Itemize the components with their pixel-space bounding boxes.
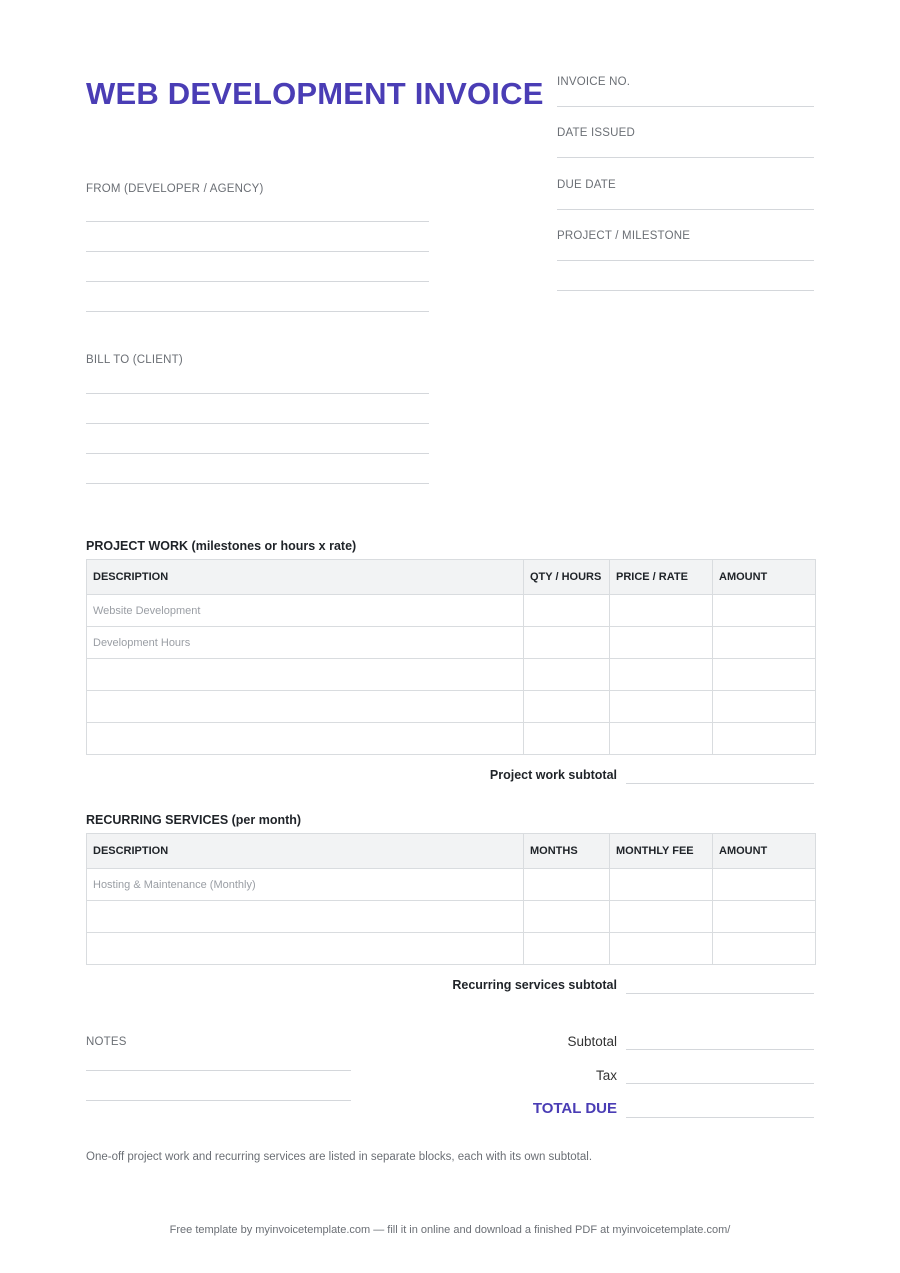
- amount-cell[interactable]: [713, 869, 816, 901]
- table-header-row: [87, 560, 816, 595]
- invoice-number-field[interactable]: [557, 106, 814, 107]
- amount-cell[interactable]: [713, 901, 816, 933]
- table-row: [87, 901, 816, 933]
- months-cell[interactable]: [524, 901, 610, 933]
- project-work-subtotal-field[interactable]: [626, 783, 814, 784]
- amount-cell[interactable]: [713, 691, 816, 723]
- date-issued-label: DATE ISSUED: [557, 127, 636, 139]
- project-milestone-field-line-2[interactable]: [557, 290, 814, 291]
- table-row: [87, 723, 816, 755]
- description-cell[interactable]: [87, 659, 524, 691]
- table-row: [87, 691, 816, 723]
- description-cell[interactable]: Hosting & Maintenance (Monthly): [87, 869, 524, 901]
- rate-cell[interactable]: [610, 627, 713, 659]
- from-field-line-4[interactable]: [86, 311, 429, 312]
- amount-cell[interactable]: [713, 933, 816, 965]
- qty-cell[interactable]: [524, 691, 610, 723]
- description-cell[interactable]: [87, 933, 524, 965]
- total-due-field[interactable]: [626, 1117, 814, 1118]
- table-row: [87, 627, 816, 659]
- recurring-subtotal-field[interactable]: [626, 993, 814, 994]
- invoice-title: WEB DEVELOPMENT INVOICE: [86, 76, 544, 111]
- months-cell[interactable]: [524, 869, 610, 901]
- bill-to-label: BILL TO (CLIENT): [86, 354, 183, 366]
- qty-cell[interactable]: [524, 723, 610, 755]
- monthly-fee-cell[interactable]: [610, 869, 713, 901]
- description-cell[interactable]: Development Hours: [87, 627, 524, 659]
- column-header-amount: AMOUNT: [713, 834, 816, 869]
- rate-cell[interactable]: [610, 723, 713, 755]
- tax-label: Tax: [595, 1068, 617, 1083]
- months-cell[interactable]: [524, 933, 610, 965]
- from-label: FROM (DEVELOPER / AGENCY): [86, 183, 264, 195]
- separate-blocks-note: One-off project work and recurring services are listed in separate blocks, each with its own subtotal.: [86, 1151, 593, 1163]
- amount-cell[interactable]: [713, 723, 816, 755]
- qty-cell[interactable]: [524, 627, 610, 659]
- column-header-description: DESCRIPTION: [87, 834, 524, 869]
- tax-field[interactable]: [626, 1083, 814, 1084]
- description-cell[interactable]: Website Development: [87, 595, 524, 627]
- qty-cell[interactable]: [524, 659, 610, 691]
- subtotal-field[interactable]: [626, 1049, 814, 1050]
- notes-label: NOTES: [86, 1036, 127, 1048]
- description-cell[interactable]: [87, 723, 524, 755]
- monthly-fee-cell[interactable]: [610, 933, 713, 965]
- table-row: [87, 659, 816, 691]
- recurring-services-title: RECURRING SERVICES (per month): [86, 813, 302, 827]
- recurring-services-table: [86, 833, 816, 965]
- column-header-qty-hours: QTY / HOURS: [524, 560, 610, 595]
- description-cell[interactable]: [87, 901, 524, 933]
- project-work-subtotal-label: Project work subtotal: [489, 768, 617, 782]
- total-due-label: TOTAL DUE: [532, 1100, 617, 1117]
- amount-cell[interactable]: [713, 659, 816, 691]
- table-header-row: [87, 834, 816, 869]
- rate-cell[interactable]: [610, 659, 713, 691]
- table-row: [87, 933, 816, 965]
- project-work-table: [86, 559, 816, 755]
- from-field-line-1[interactable]: [86, 221, 429, 222]
- column-header-price-rate: PRICE / RATE: [610, 560, 713, 595]
- invoice-number-label: INVOICE NO.: [557, 76, 631, 88]
- bill-to-field-line-3[interactable]: [86, 453, 429, 454]
- amount-cell[interactable]: [713, 595, 816, 627]
- from-field-line-2[interactable]: [86, 251, 429, 252]
- column-header-monthly-fee: MONTHLY FEE: [610, 834, 713, 869]
- project-milestone-label: PROJECT / MILESTONE: [557, 230, 691, 242]
- rate-cell[interactable]: [610, 595, 713, 627]
- column-header-months: MONTHS: [524, 834, 610, 869]
- subtotal-label: Subtotal: [567, 1034, 617, 1049]
- due-date-label: DUE DATE: [557, 179, 616, 191]
- column-header-description: DESCRIPTION: [87, 560, 524, 595]
- recurring-subtotal-label: Recurring services subtotal: [452, 978, 617, 992]
- project-milestone-field-line-1[interactable]: [557, 260, 814, 261]
- column-header-amount: AMOUNT: [713, 560, 816, 595]
- notes-field-line-2[interactable]: [86, 1100, 351, 1101]
- bill-to-field-line-4[interactable]: [86, 483, 429, 484]
- bill-to-field-line-2[interactable]: [86, 423, 429, 424]
- qty-cell[interactable]: [524, 595, 610, 627]
- date-issued-field[interactable]: [557, 157, 814, 158]
- description-cell[interactable]: [87, 691, 524, 723]
- table-row: [87, 869, 816, 901]
- table-row: [87, 595, 816, 627]
- amount-cell[interactable]: [713, 627, 816, 659]
- notes-field-line-1[interactable]: [86, 1070, 351, 1071]
- monthly-fee-cell[interactable]: [610, 901, 713, 933]
- from-field-line-3[interactable]: [86, 281, 429, 282]
- bill-to-field-line-1[interactable]: [86, 393, 429, 394]
- rate-cell[interactable]: [610, 691, 713, 723]
- due-date-field[interactable]: [557, 209, 814, 210]
- project-work-title: PROJECT WORK (milestones or hours x rate): [86, 539, 357, 553]
- footer-credit: Free template by myinvoicetemplate.com — fill it in online and download a finished PDF at myinvoicetemplate.com/: [169, 1224, 731, 1236]
